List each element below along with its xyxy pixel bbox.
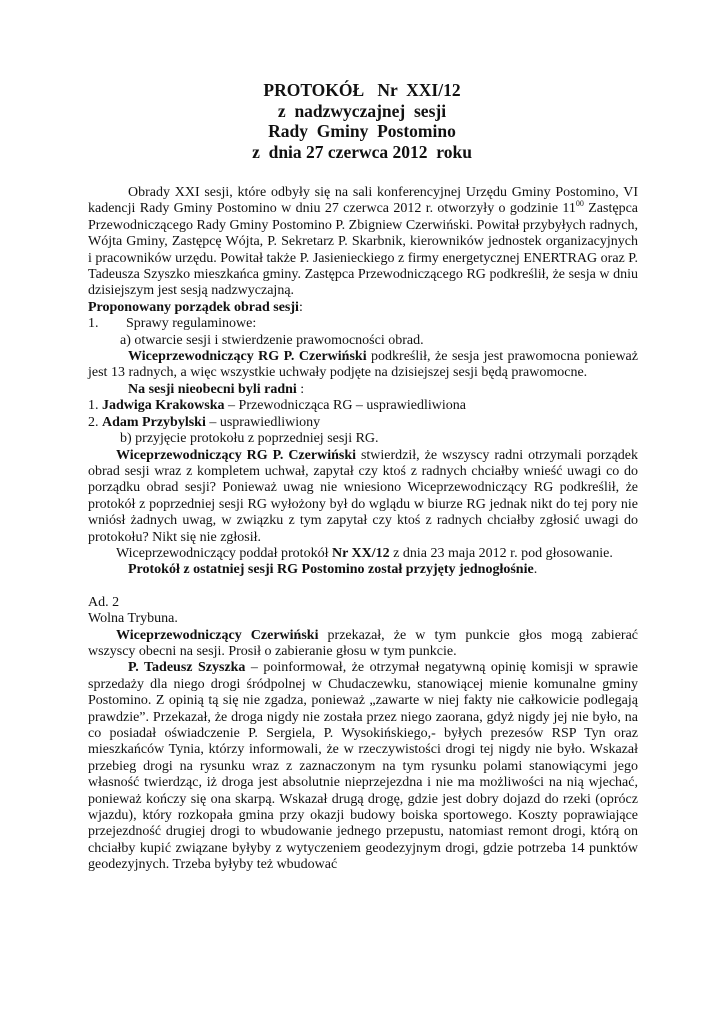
absent-note: – usprawiedliwiony: [205, 414, 321, 430]
szyszka-paragraph: [88, 660, 638, 873]
accepted-text: Protokół z ostatniej sesji RG Postomino został przyjęty jednogłośnie: [128, 562, 534, 578]
document-body: [88, 185, 638, 874]
minutes-paragraph: [88, 448, 638, 546]
absent-item-2: [88, 415, 638, 431]
szyszka-text: – poinformował, że otrzymał negatywną opinię komisji w sprawie sprzedaży dla niego drogi śródpolnej w Chudaczewku, stanowiącej mienie komunalne gminy Postomino. Z opinią tą się nie zgadza, ponieważ „zawarte w niej fakty nie całkowicie podlegają prawdzie”. Przekazał, że droga nigdy nie została przez niego zaorana, gdyż nigdy jej nie było, na co posiadał oświadczenie P. Sergiela, P. Wysokińskiego,- byłych prezesów RSP Tyn oraz mieszkańców Tynia, którzy informowali, że w rzeczywistości drogi tej nigdy nie było. Wskazał przebieg drogi na rysunku wraz z zaznaczonym na tym rysunku polami stanowiącymi jego własność twierdząc, iż droga jest absolutnie nieprzejezdna i nie ma możliwości na nią wjechać, ponieważ kończy się ona skarpą. Wskazał drugą drogę, gdzie jest dobry dojazd do rzeki (oprócz wjazdu), który rozkopała gmina przy okazji budowy boiska sportowego. Koszty poprawiające przejezdność drugiej drogi to wbudowanie jednego przepustu, natomiast remont drogi, którą on chciałby kupić związane byłyby z wytyczeniem geodezyjnym drogi, gdzie potrzeba 14 punktów geodezyjnych. Trzeba byłyby też wbudować: [88, 660, 638, 873]
speaker-name: Wiceprzewodniczący RG P. Czerwiński: [128, 349, 367, 365]
intro-text-continued: Zastępca Przewodniczącego Rady Gminy Postomino P. Zbigniew Czerwiński. Powitał przybyłych radnych, Wójta Gminy, Zastępcę Wójta, P. Sekretarz P. Skarbnik, kierowników jednostek organizacyjnych i pracowników urzędu. Powitał także P. Jasienieckiego z firmy energetycznej ENERTRAG oraz P. Tadeusza Szyszko mieszkańca gminy. Zastępca Przewodniczącego RG podkreślił, że sesja w dniu dzisiejszym jest sesją nadzwyczajną.: [88, 201, 638, 299]
absent-heading: [88, 382, 638, 398]
agenda-subitem-a: a) otwarcie sesji i stwierdzenie prawomocności obrad.: [120, 332, 424, 348]
absent-number: 2.: [88, 414, 102, 430]
vote-paragraph: [88, 546, 638, 562]
agenda-subitem-b: b) przyjęcie protokołu z poprzedniej sesji RG.: [120, 431, 379, 447]
title-line-date: z dnia 27 czerwca 2012 roku: [252, 141, 472, 162]
ad2-heading: Ad. 2: [88, 594, 120, 610]
agenda-heading-text: Proponowany porządek obrad sesji: [88, 299, 299, 315]
agenda-item-number: 1.: [88, 316, 99, 332]
absent-heading-text: Na sesji nieobecni byli radni: [128, 381, 297, 397]
protocol-number: Nr XX/12: [331, 545, 390, 561]
quorum-text: podkreślił, że sesja jest prawomocna ponieważ jest 13 radnych, a więc wszystkie uchwały podjęte na dzisiejszej sesji będą prawomocne.: [88, 349, 638, 381]
vote-text-continued: z dnia 23 maja 2012 r. pod głosowanie.: [389, 545, 613, 561]
agenda-heading-colon: :: [298, 299, 303, 315]
ad2-topic: Wolna Trybuna.: [88, 611, 178, 627]
quorum-paragraph: [88, 349, 638, 382]
intro-text: Obrady XXI sesji, które odbyły się na sali konferencyjnej Urzędu Gminy Postomino, VI kadencji Rady Gminy Postomino w dniu 27 czerwca 2012 r. otworzyły o godzinie 11: [88, 185, 638, 217]
accepted-tail: .: [533, 562, 538, 578]
absent-heading-tail: :: [296, 381, 305, 397]
spacer: [88, 579, 638, 595]
absent-item-1: [88, 398, 638, 414]
accepted-paragraph: [88, 562, 638, 578]
agenda-heading: [88, 300, 638, 316]
open-forum-paragraph: [88, 628, 638, 661]
speaker-name: Wiceprzewodniczący Czerwiński: [116, 627, 319, 643]
title-line-council: Rady Gminy Postomino: [268, 121, 456, 141]
title-line-protocol: PROTOKÓŁ Nr XXI/12: [263, 80, 461, 100]
absent-name: Adam Przybylski: [102, 414, 206, 430]
absent-number: 1.: [88, 398, 102, 414]
minutes-text: stwierdził, że wszyscy radni otrzymali porządek obrad sesji wraz z kompletem uchwał, zapytał czy ktoś z radnych chciałby wnieść uwagi co do porządku obrad sesji? Ponieważ uwag nie wniesiono Wiceprzewodniczący RG podkreślił, że protokół z poprzedniej sesji RG wyłożony był do wglądu w biurze RG jednak nikt do tej pory nie wniósł żadnych uwag, w związku z tym zapytał czy ktoś z radnych chciałby zgłosić uwagi do protokołu? Nikt się nie zgłosił.: [88, 447, 638, 545]
agenda-item-1: [88, 316, 638, 332]
absent-note: – Przewodnicząca RG – usprawiedliwiona: [224, 398, 466, 414]
speaker-name: Wiceprzewodniczący RG P. Czerwiński: [116, 447, 356, 463]
time-superscript: 00: [575, 199, 584, 209]
agenda-item-label: Sprawy regulaminowe:: [126, 316, 257, 332]
absent-name: Jadwiga Krakowska: [102, 398, 225, 414]
speaker-name: P. Tadeusz Szyszka: [128, 660, 246, 676]
vote-text: Wiceprzewodniczący poddał protokół: [116, 545, 332, 561]
open-forum-text: przekazał, że w tym punkcie głos mogą zabierać wszyscy obecni na sesji. Prosił o zabieranie głosu w tym punkcie.: [88, 627, 638, 659]
title-line-session: z nadzwyczajnej sesji: [277, 100, 447, 121]
intro-paragraph: [88, 185, 638, 300]
document-title: [0, 80, 724, 162]
